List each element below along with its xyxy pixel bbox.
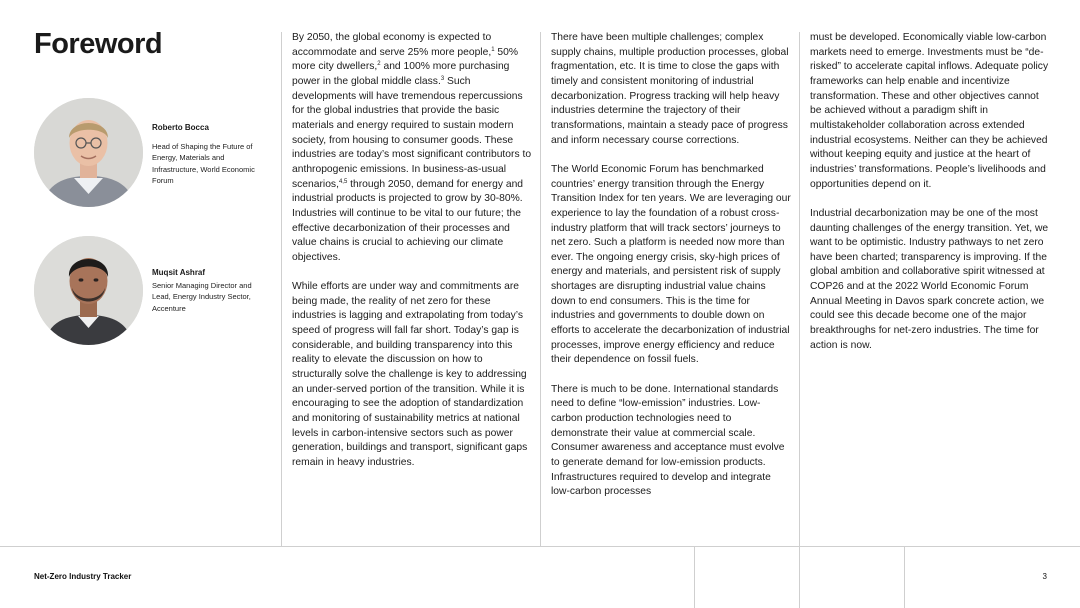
author-role: Head of Shaping the Future of Energy, Materials and Infrastructure, World Economic Forum (152, 142, 255, 186)
author-role: Senior Managing Director and Lead, Energy Industry Sector, Accenture (152, 281, 252, 313)
footer-divider (0, 546, 1080, 547)
footer-divider (694, 546, 695, 608)
column-divider (281, 32, 282, 546)
person-portrait-icon (34, 236, 143, 345)
body-paragraph (292, 280, 532, 471)
page-number: 3 (1042, 572, 1047, 581)
text-run: There is much to be done. International standards need to define “low-emission” industries. Low-carbon production technologies need to demonstrate their value at commercial scale. Consumer awareness and acceptance must evolve to generate demand for low-emission products. Infrastructures required to develop and integrate low-carbon processes (551, 383, 785, 498)
body-paragraph (551, 383, 791, 500)
text-run: The World Economic Forum has benchmarked countries’ energy transition through the Energy Transition Index for ten years. We are leveraging our experience to lay the foundation of a robust cross-industry platform that will track sectors’ journeys to net zero. Such a platform is needed now more than ever. The ongoing energy crisis, sky-high prices of energy and materials, and persistent risk of supply shortages are disrupting industrial value chains down to end consumers. This is the time for industries and governments to double down on efforts to accelerate the decarbonization of industrial processes, improve energy efficiency and reduce their dependence on fossil fuels. (551, 163, 791, 366)
text-column (810, 31, 1050, 353)
body-paragraph (810, 31, 1050, 192)
body-paragraph (810, 207, 1050, 354)
text-run: By 2050, the global economy is expected to accommodate and serve 25% more people, (292, 32, 492, 58)
text-run: There have been multiple challenges; complex supply chains, multiple production processes, global fragmentation, etc. It is time to close the gaps with timely and consistent monitoring of industrial decarbonization. Progress tracking will help heavy industries determine the trajectory of their transformations, maintain a steady pace of progress and inform necessary course corrections. (551, 32, 789, 146)
footnote-ref: 4,5 (338, 178, 348, 185)
text-run: must be developed. Economically viable low-carbon markets need to emerge. Investments must be “de-risked” to accelerate capital inflows. Adequate policy frameworks can help enable and incentivize transformation. These and other objectives cannot be achieved without a paradigm shift in multistakeholder collaboration across extended industrial ecosystems. Neither can they be achieved without keeping equity and justice at the heart of industries’ transformations. People’s livelihoods and opportunities depend on it. (810, 32, 1049, 190)
author-name: Muqsit Ashraf (152, 268, 206, 277)
body-paragraph (292, 31, 532, 266)
author-photo (34, 236, 143, 345)
footnote-ref: 1 (491, 46, 495, 53)
text-run: Such developments will have tremendous repercussions for the global industries that provide the basic materials and energy required to sustain modern society, from housing to consumer goods. These industries are today’s most significant contributors to anthropogenic emissions. In business-as-usual scenarios, (292, 75, 532, 190)
text-run: Industrial decarbonization may be one of the most daunting challenges of the energy transition. Yet, we want to be optimistic. Industry pathways to net zero have been charted; transparency is improving. If the global ambition and collaborative spirit witnessed at COP26 and at the 2022 World Economic Forum Annual Meeting in Davos spark concrete action, we could see this decade become one of the major breakthroughs for net-zero industries. The time for action is now. (810, 207, 1049, 351)
column-divider (799, 32, 800, 546)
text-run: through 2050, demand for energy and industrial products is projected to grow by 30-80%. Industries will continue to be vital to our future; the effective decarbonization of their processes and value chains is crucial to achieving our climate objectives. (292, 178, 524, 263)
footer-divider (904, 546, 905, 608)
text-run: 50% more city dwellers, (292, 46, 519, 73)
page-title: Foreword (34, 28, 163, 60)
footer-report-title: Net-Zero Industry Tracker (34, 572, 132, 581)
author-photo (34, 98, 143, 207)
text-column (551, 31, 791, 500)
body-paragraph (551, 31, 791, 148)
person-portrait-icon (34, 98, 143, 207)
author-name: Roberto Bocca (152, 123, 209, 132)
footnote-ref: 3 (440, 75, 445, 82)
text-run: and 100% more purchasing power in the global middle class. (292, 61, 510, 87)
footer-divider (799, 546, 800, 608)
body-paragraph (551, 163, 791, 368)
column-divider (540, 32, 541, 546)
text-run: While efforts are under way and commitments are being made, the reality of net zero for these industries is lagging and extrapolating from today’s speed of progress will fall far short. Today’s gap is considerable, and building transparency into this reality to elevate the discussion on how to structurally solve the challenge is key to addressing an under-served portion of the transition. While it is encouraging to see the adoption of standardization and monitoring of sustainability metrics at national levels in carbon-intensive sectors such as power generation, buildings and transport, significant gaps remain in heavy industries. (292, 281, 528, 469)
footnote-ref: 2 (377, 61, 381, 68)
text-column (292, 31, 532, 471)
